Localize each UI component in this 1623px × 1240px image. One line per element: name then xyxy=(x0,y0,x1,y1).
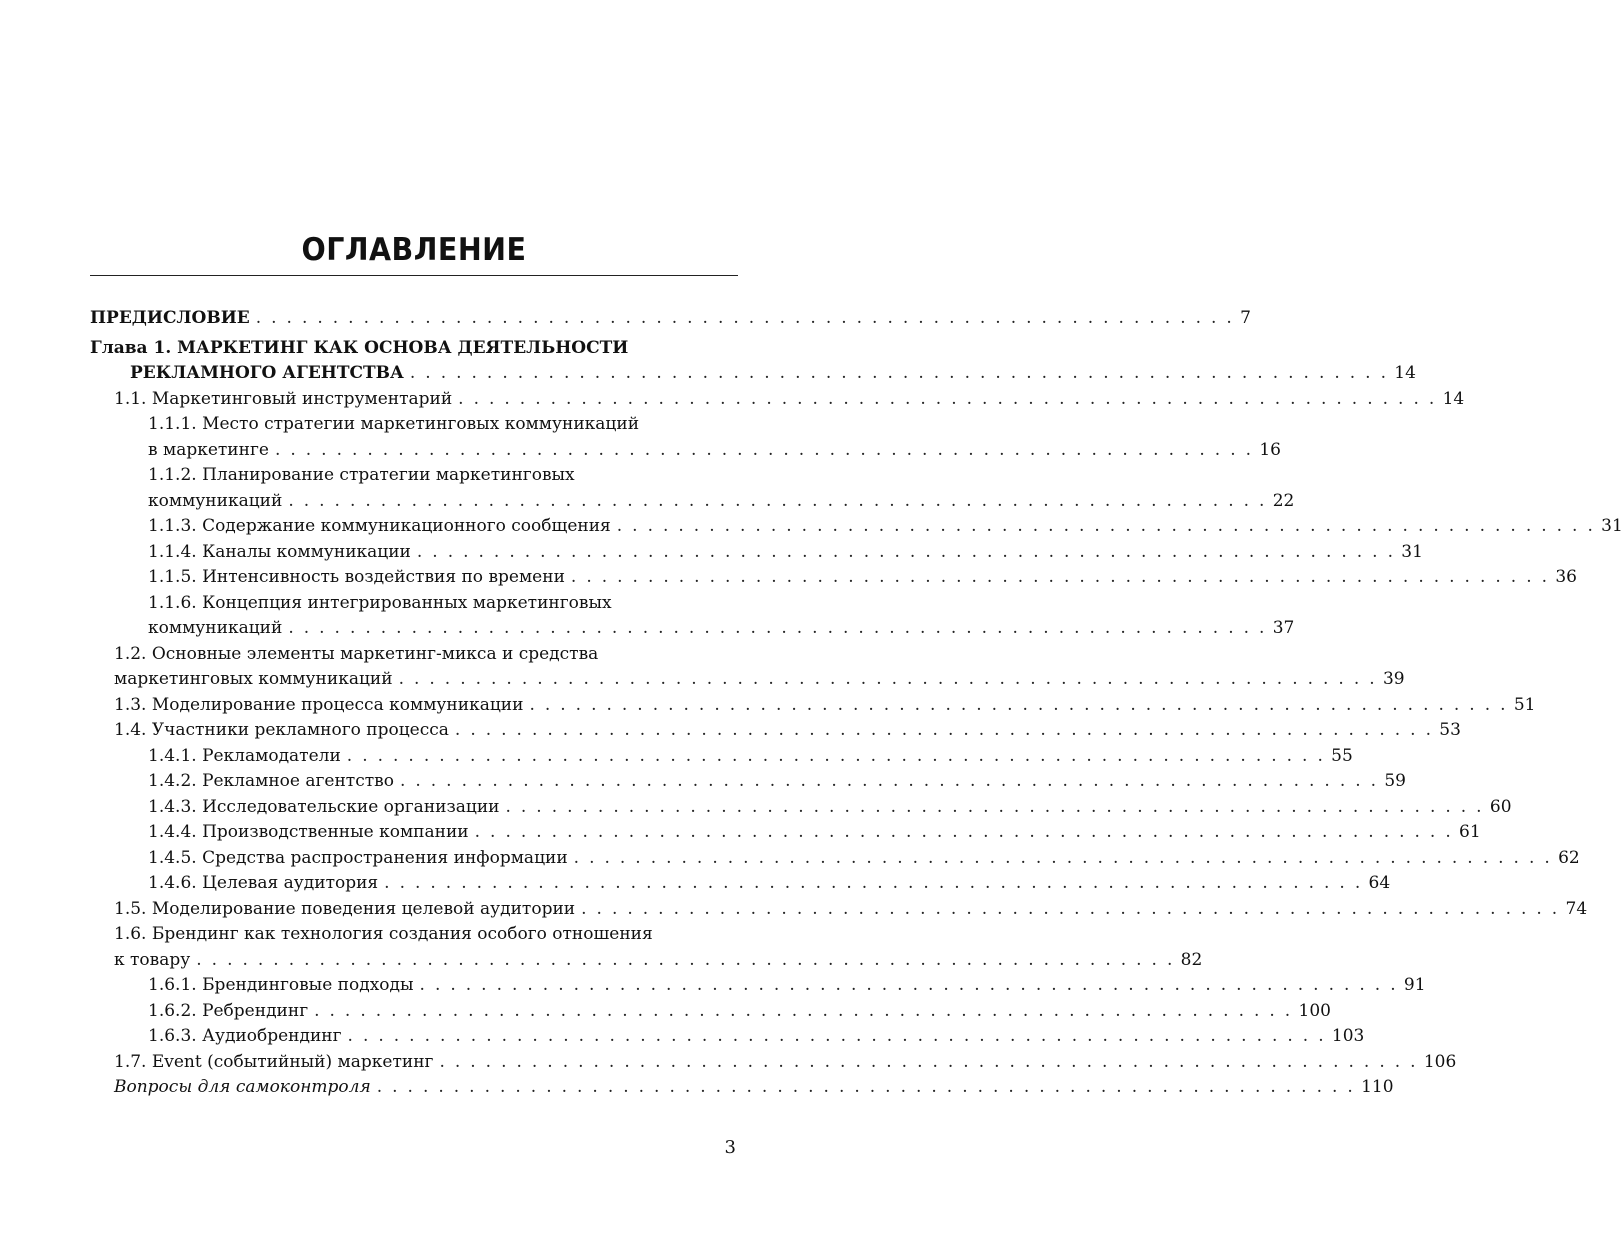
toc-entry-label: в маркетинге xyxy=(148,439,269,460)
toc-entry-label: 1.6.3. Аудиобрендинг xyxy=(148,1026,342,1046)
toc-entry-page: 39 xyxy=(1382,669,1405,689)
toc-entry[interactable] xyxy=(90,642,1405,693)
toc-entry[interactable] xyxy=(90,514,1623,540)
dot-leader: . . . . . . . . . . . . . . . . . . . . . . . . . . . . . . . . . . . . . . . . . . . . . . . . . . . . . . . . . . . . . . . . xyxy=(458,388,1437,409)
toc-entry-label: 1.4.5. Средства распространения информации xyxy=(148,847,568,868)
toc-entry-page: 22 xyxy=(1272,490,1295,511)
toc-entry[interactable] xyxy=(90,999,1331,1025)
dot-leader: . . . . . . . . . . . . . . . . . . . . . . . . . . . . . . . . . . . . . . . . . . . . . . . . . . . . . . . . . . . . . . . . xyxy=(416,541,1396,562)
toc-entry-label: Вопросы для самоконтроля xyxy=(114,1077,371,1097)
toc-entry-page: 53 xyxy=(1439,720,1461,740)
toc-entry-page: 31 xyxy=(1401,541,1423,562)
toc-entry-page: 100 xyxy=(1298,1000,1331,1021)
toc-entry-page: 59 xyxy=(1384,771,1406,791)
toc-entry-label: 1.5. Моделирование поведения целевой аудитории xyxy=(114,898,576,919)
toc-entry-label: 1.6.2. Ребрендинг xyxy=(148,1000,309,1021)
toc-entry[interactable] xyxy=(90,463,1295,514)
toc-entry[interactable] xyxy=(90,846,1580,872)
toc-entry[interactable] xyxy=(90,795,1512,821)
toc-entry-page: 31 xyxy=(1601,516,1623,536)
toc-entry[interactable] xyxy=(90,336,1416,387)
toc-entry-label-first-line: 1.1.1. Место стратегии маркетинговых коммуникаций xyxy=(148,414,640,434)
toc-entry[interactable] xyxy=(90,1050,1457,1076)
dot-leader: . . . . . . . . . . . . . . . . . . . . . . . . . . . . . . . . . . . . . . . . . . . . . . . . . . . . . . . . . . . . . . . . xyxy=(398,669,1377,689)
toc-entry-page: 64 xyxy=(1368,873,1391,893)
toc-entry-label: маркетинговых коммуникаций xyxy=(114,669,393,689)
toc-entry-page: 51 xyxy=(1513,694,1536,715)
toc-entry-label: к товару xyxy=(114,949,191,970)
dot-leader: . . . . . . . . . . . . . . . . . . . . . . . . . . . . . . . . . . . . . . . . . . . . . . . . . . . . . . . . . . . . . . . . xyxy=(439,1051,1418,1072)
toc-entry-label: 1.1.3. Содержание коммуникационного сообщения xyxy=(148,516,611,536)
toc-entry-page: 106 xyxy=(1423,1051,1457,1072)
page-number: 3 xyxy=(724,1137,736,1158)
toc-entry-label: 1.3. Моделирование процесса коммуникации xyxy=(114,694,524,715)
toc-entry-label-first-line: 1.6. Брендинг как технология создания особого отношения xyxy=(114,924,653,944)
toc-entry[interactable] xyxy=(90,387,1465,413)
dot-leader: . . . . . . . . . . . . . . . . . . . . . . . . . . . . . . . . . . . . . . . . . . . . . . . . . . . . . . . . . . . . . . . . xyxy=(570,567,1550,587)
toc-entry[interactable] xyxy=(90,820,1481,846)
toc-entry-label-first-line: 1.2. Основные элементы маркетинг-микса и средства xyxy=(114,643,599,664)
toc-entry-label: 1.7. Event (событийный) маркетинг xyxy=(114,1051,434,1072)
toc-entry[interactable] xyxy=(90,1024,1365,1050)
toc-entry-label: 1.4.2. Рекламное агентство xyxy=(148,771,394,791)
table-of-contents xyxy=(90,306,1623,1101)
dot-leader: . . . . . . . . . . . . . . . . . . . . . . . . . . . . . . . . . . . . . . . . . . . . . . . . . . . . . . . . . . . . . . . . xyxy=(384,873,1363,893)
dot-leader: . . . . . . . . . . . . . . . . . . . . . . . . . . . . . . . . . . . . . . . . . . . . . . . . . . . . . . . . . . . . . . . . xyxy=(347,1026,1326,1046)
toc-entry-page: 16 xyxy=(1259,439,1281,460)
dot-leader: . . . . . . . . . . . . . . . . . . . . . . . . . . . . . . . . . . . . . . . . . . . . . . . . . . . . . . . . . . . . . . . . xyxy=(505,796,1484,817)
toc-entry-label: 1.4.1. Рекламодатели xyxy=(148,745,341,766)
toc-entry-page: 60 xyxy=(1489,796,1512,817)
dot-leader: . . . . . . . . . . . . . . . . . . . . . . . . . . . . . . . . . . . . . . . . . . . . . . . . . . . . . . . . . . . . . . . . xyxy=(419,975,1398,995)
toc-entry[interactable] xyxy=(90,897,1588,923)
toc-entry-label: 1.6.1. Брендинговые подходы xyxy=(148,975,414,995)
toc-entry[interactable] xyxy=(90,540,1423,566)
dot-leader: . . . . . . . . . . . . . . . . . . . . . . . . . . . . . . . . . . . . . . . . . . . . . . . . . . . . . . . . . . . . . . . . xyxy=(376,1077,1356,1097)
toc-entry-page: 37 xyxy=(1272,618,1295,638)
toc-entry[interactable] xyxy=(90,922,1203,973)
toc-entry-page: 14 xyxy=(1442,388,1465,409)
toc-entry[interactable] xyxy=(90,744,1353,770)
toc-entry-label: 1.4. Участники рекламного процесса xyxy=(114,720,449,740)
dot-leader: . . . . . . . . . . . . . . . . . . . . . . . . . . . . . . . . . . . . . . . . . . . . . . . . . . . . . . . . . . . . . . . . xyxy=(529,694,1508,715)
dot-leader: . . . . . . . . . . . . . . . . . . . . . . . . . . . . . . . . . . . . . . . . . . . . . . . . . . . . . . . . . . . . . . . . xyxy=(288,490,1267,511)
toc-entry[interactable] xyxy=(90,306,1251,332)
dot-leader: . . . . . . . . . . . . . . . . . . . . . . . . . . . . . . . . . . . . . . . . . . . . . . . . . . . . . . . . . . . . . . . . xyxy=(474,822,1454,842)
toc-entry-page: 110 xyxy=(1361,1077,1394,1097)
dot-leader: . . . . . . . . . . . . . . . . . . . . . . . . . . . . . . . . . . . . . . . . . . . . . . . . . . . . . . . . . . . . . . . . xyxy=(314,1000,1293,1021)
dot-leader: . . . . . . . . . . . . . . . . . . . . . . . . . . . . . . . . . . . . . . . . . . . . . . . . . . . . . . . . . . . . . . . . xyxy=(581,898,1560,919)
toc-entry-page: 36 xyxy=(1555,567,1577,587)
dot-leader: . . . . . . . . . . . . . . . . . . . . . . . . . . . . . . . . . . . . . . . . . . . . . . . . . . . . . . . . . . . . . . . . xyxy=(288,618,1267,638)
toc-entry[interactable] xyxy=(90,412,1281,463)
toc-entry-label: 1.4.6. Целевая аудитория xyxy=(148,873,379,893)
dot-leader: . . . . . . . . . . . . . . . . . . . . . . . . . . . . . . . . . . . . . . . . . . . . . . . . . . . . . . . . . . . . . . . . xyxy=(573,847,1553,868)
title-rule xyxy=(90,275,738,276)
toc-entry-page: 91 xyxy=(1403,975,1426,995)
toc-entry-page: 55 xyxy=(1331,745,1353,766)
toc-entry-label: коммуникаций xyxy=(148,490,283,511)
toc-entry-page: 62 xyxy=(1558,847,1580,868)
toc-entry-page: 74 xyxy=(1565,898,1588,919)
page-title: ОГЛАВЛЕНИЕ xyxy=(301,232,527,268)
toc-entry-label: 1.1.4. Каналы коммуникации xyxy=(148,541,411,562)
toc-entry[interactable] xyxy=(90,871,1391,897)
toc-entry[interactable] xyxy=(90,693,1536,719)
toc-entry[interactable] xyxy=(90,591,1295,642)
toc-entry-label: 1.1.5. Интенсивность воздействия по времени xyxy=(148,567,565,587)
toc-entry[interactable] xyxy=(90,769,1406,795)
toc-entry-page: 61 xyxy=(1459,822,1481,842)
toc-entry[interactable] xyxy=(90,565,1577,591)
toc-entry-label-first-line: 1.1.6. Концепция интегрированных маркетинговых xyxy=(148,592,612,613)
dot-leader: . . . . . . . . . . . . . . . . . . . . . . . . . . . . . . . . . . . . . . . . . . . . . . . . . . . . . . . . . . . . . . . . xyxy=(454,720,1434,740)
toc-entry-label-first-line: 1.1.2. Планирование стратегии маркетинговых xyxy=(148,465,575,485)
toc-entry[interactable] xyxy=(90,718,1461,744)
toc-entry-page: 103 xyxy=(1331,1026,1365,1046)
toc-entry-page: 14 xyxy=(1394,363,1416,383)
toc-entry-label: 1.1. Маркетинговый инструментарий xyxy=(114,388,453,409)
toc-entry[interactable] xyxy=(90,1075,1394,1101)
dot-leader: . . . . . . . . . . . . . . . . . . . . . . . . . . . . . . . . . . . . . . . . . . . . . . . . . . . . . . . . . . . . . . . . xyxy=(255,308,1235,328)
dot-leader: . . . . . . . . . . . . . . . . . . . . . . . . . . . . . . . . . . . . . . . . . . . . . . . . . . . . . . . . . . . . . . . . xyxy=(399,771,1379,791)
toc-entry-label-first-line: Глава 1. МАРКЕТИНГ КАК ОСНОВА ДЕЯТЕЛЬНОСТИ xyxy=(90,337,629,358)
toc-entry-label: коммуникаций xyxy=(148,618,283,638)
toc-entry-page: 82 xyxy=(1180,949,1203,970)
toc-entry-label: ПРЕДИСЛОВИЕ xyxy=(90,308,250,328)
toc-entry[interactable] xyxy=(90,973,1426,999)
toc-entry-label: РЕКЛАМНОГО АГЕНТСТВА xyxy=(130,363,404,383)
toc-entry-label: 1.4.4. Производственные компании xyxy=(148,822,469,842)
dot-leader: . . . . . . . . . . . . . . . . . . . . . . . . . . . . . . . . . . . . . . . . . . . . . . . . . . . . . . . . . . . . . . . . xyxy=(616,516,1596,536)
dot-leader: . . . . . . . . . . . . . . . . . . . . . . . . . . . . . . . . . . . . . . . . . . . . . . . . . . . . . . . . . . . . . . . . xyxy=(196,949,1175,970)
dot-leader: . . . . . . . . . . . . . . . . . . . . . . . . . . . . . . . . . . . . . . . . . . . . . . . . . . . . . . . . . . . . . . . . xyxy=(274,439,1254,460)
dot-leader: . . . . . . . . . . . . . . . . . . . . . . . . . . . . . . . . . . . . . . . . . . . . . . . . . . . . . . . . . . . . . . . . xyxy=(409,363,1389,383)
toc-entry-label: 1.4.3. Исследовательские организации xyxy=(148,796,500,817)
dot-leader: . . . . . . . . . . . . . . . . . . . . . . . . . . . . . . . . . . . . . . . . . . . . . . . . . . . . . . . . . . . . . . . . xyxy=(346,745,1326,766)
toc-entry-page: 7 xyxy=(1240,308,1251,328)
